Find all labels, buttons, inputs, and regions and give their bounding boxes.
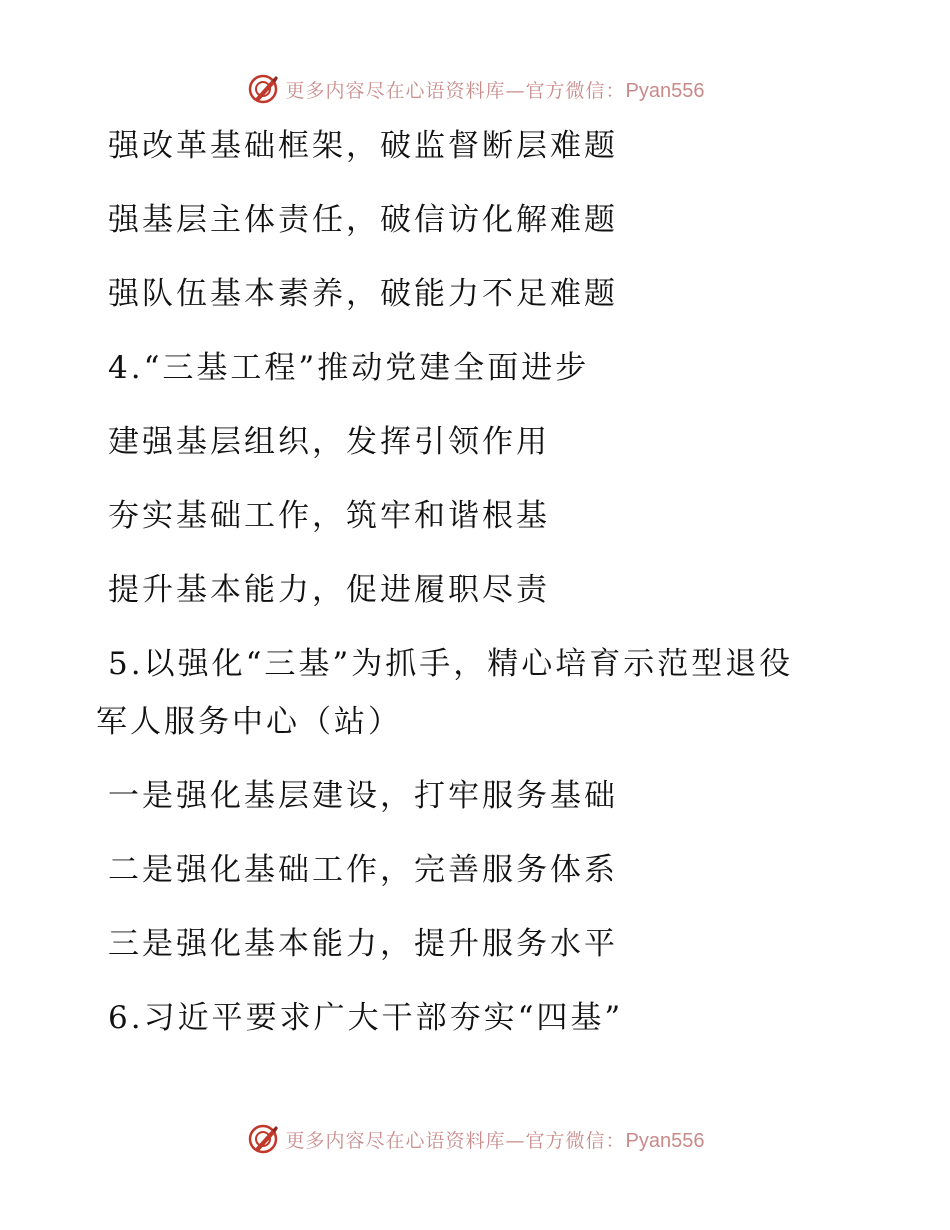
section-heading-continued: 军人服务中心（站） [96,704,402,740]
text-line: 强队伍基本素养，破能力不足难题 [108,276,618,312]
text-line: 一是强化基层建设，打牢服务基础 [108,778,618,814]
text-line: 建强基层组织，发挥引领作用 [108,424,550,460]
text-line: 强改革基础框架，破监督断层难题 [108,128,618,164]
watermark-account: Pyan556 [625,79,705,102]
text-line: 夯实基础工作，筑牢和谐根基 [108,498,550,534]
text-line: 强基层主体责任，破信访化解难题 [108,202,618,238]
pen-logo-icon [246,72,280,106]
header-watermark [0,72,950,106]
watermark-text: 更多内容尽在心语资料库—官方微信：Pyan556 [285,1129,705,1152]
watermark-text: 更多内容尽在心语资料库—官方微信：Pyan556 [285,79,705,102]
text-line: 三是强化基本能力，提升服务水平 [108,926,618,962]
text-line: 二是强化基础工作，完善服务体系 [108,852,618,888]
text-line: 提升基本能力，促进履职尽责 [108,572,550,608]
footer-watermark [0,1122,950,1156]
section-heading: 4.“三基工程”推动党建全面进步 [108,350,590,386]
section-heading: 6.习近平要求广大干部夯实“四基” [108,1000,624,1036]
pen-logo-icon [246,1122,280,1156]
watermark-account: Pyan556 [625,1129,705,1152]
section-heading: 5.以强化“三基”为抓手，精心培育示范型退役 [108,646,794,682]
